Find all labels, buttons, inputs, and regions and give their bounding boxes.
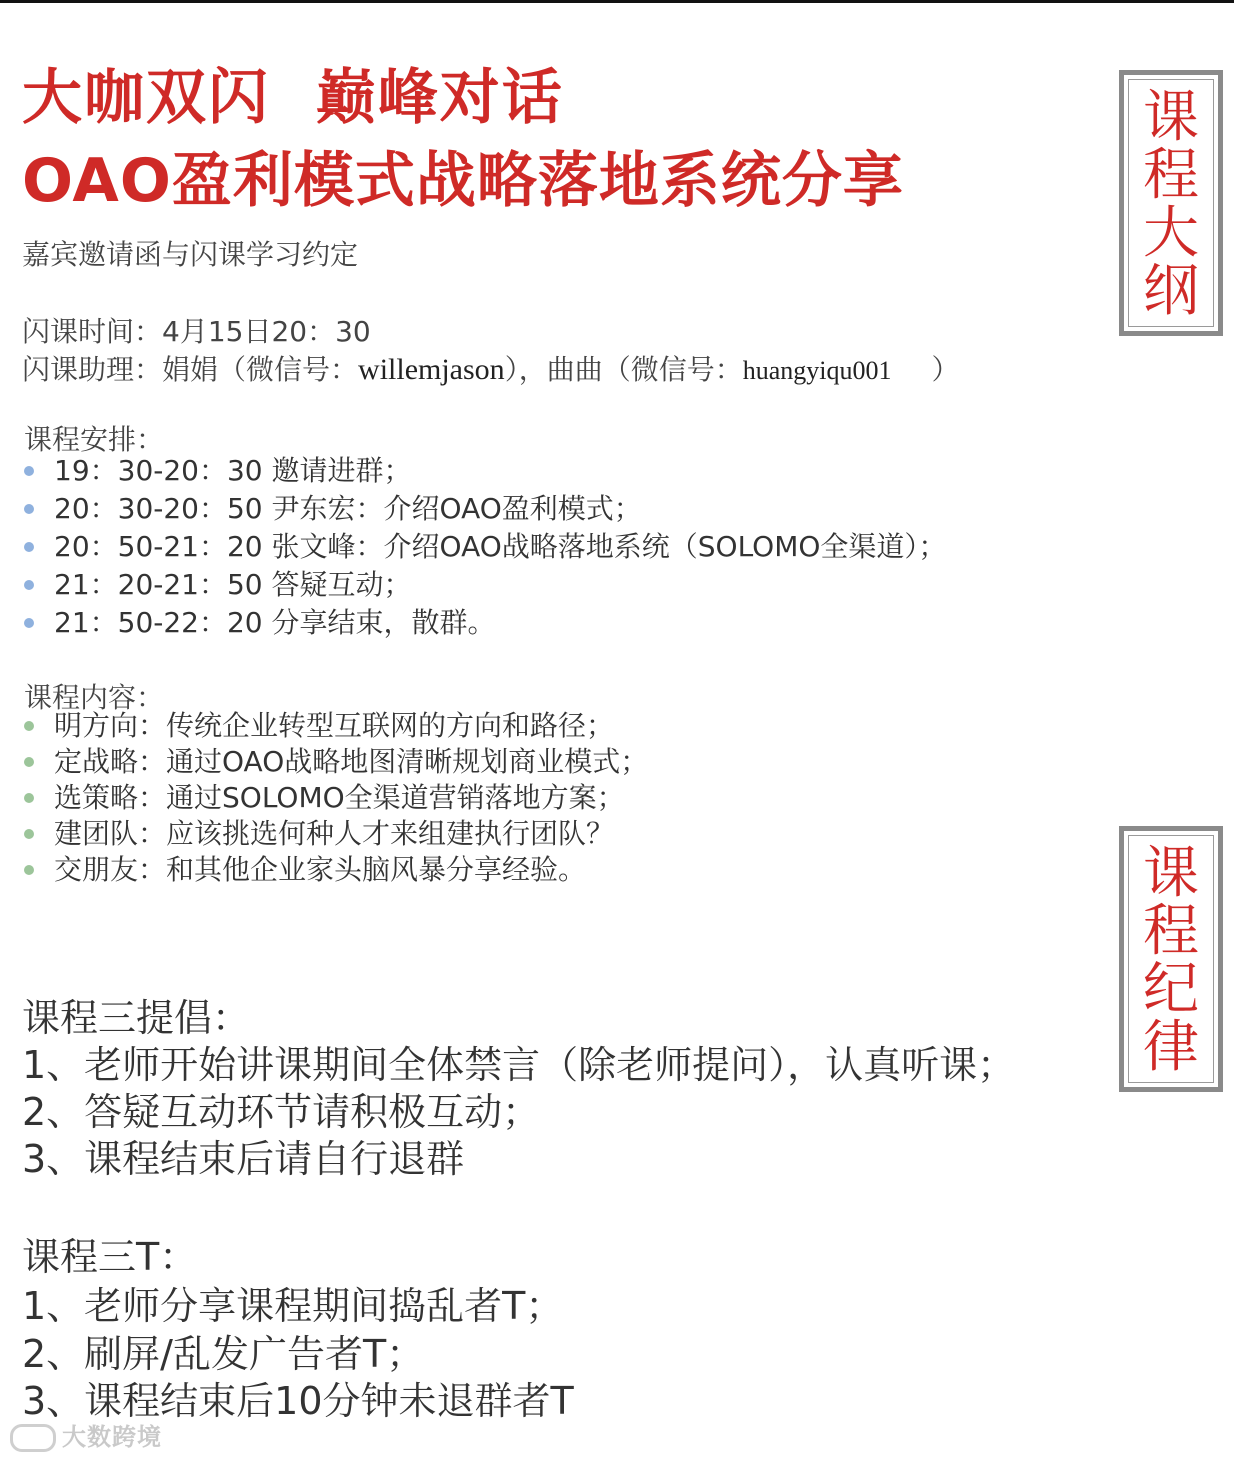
stamp-char: 纪 <box>1143 957 1199 1022</box>
wechat-id-2: huangyiqu001 <box>742 356 892 385</box>
list-item <box>22 490 946 528</box>
advocacy-item-2: 2、答疑互动环节请积极互动； <box>22 1090 541 1134</box>
bullet-icon <box>24 580 34 590</box>
subtitle: 嘉宾邀请函与闪课学习约定 <box>22 238 359 271</box>
stamp-char: 大 <box>1143 201 1199 266</box>
list-item <box>22 528 946 566</box>
list-item <box>22 708 648 744</box>
three-t-heading: 课程三T： <box>22 1235 198 1279</box>
content-text: 定战略：通过OAO战略地图清晰规划商业模式； <box>54 745 649 778</box>
bullet-icon <box>24 542 34 552</box>
list-item <box>22 452 946 490</box>
stamp-char: 纲 <box>1143 259 1199 324</box>
content-heading: 课程内容： <box>24 681 165 714</box>
class-time-label: 闪课时间： <box>22 315 163 348</box>
schedule-text: 21：50-22：20 分享结束，散群。 <box>54 606 496 639</box>
top-border <box>0 0 1234 3</box>
stamp-course-outline <box>1119 70 1223 336</box>
stamp-char: 律 <box>1143 1015 1199 1080</box>
content-text: 选策略：通过SOLOMO全渠道营销落地方案； <box>54 781 625 814</box>
three-t-item-3: 3、课程结束后10分钟未退群者T <box>22 1379 574 1423</box>
advocacy-item-3: 3、课程结束后请自行退群 <box>22 1137 465 1181</box>
three-t-item-1: 1、老师分享课程期间捣乱者T； <box>22 1284 564 1328</box>
schedule-text: 20：50-21：20 张文峰：介绍OAO战略落地系统（SOLOMO全渠道）； <box>54 530 947 563</box>
list-item <box>22 604 946 642</box>
stamp-char: 课 <box>1143 841 1199 906</box>
list-item <box>22 744 648 780</box>
list-item <box>22 780 648 816</box>
bullet-icon <box>24 721 34 731</box>
bullet-icon <box>24 793 34 803</box>
schedule-text: 21：20-21：50 答疑互动； <box>54 568 412 601</box>
advocacy-heading: 课程三提倡： <box>22 996 251 1040</box>
content-text: 交朋友：和其他企业家头脑风暴分享经验。 <box>54 853 587 886</box>
watermark-logo-icon <box>10 1424 56 1452</box>
bullet-icon <box>24 865 34 875</box>
class-time-value: 4月15日20：30 <box>162 315 371 348</box>
assistant-label: 闪课助理： <box>22 353 163 386</box>
schedule-list <box>22 452 946 642</box>
stamp-text <box>1124 85 1218 324</box>
schedule-text: 20：30-20：50 尹东宏：介绍OAO盈利模式； <box>54 492 642 525</box>
list-item <box>22 852 648 888</box>
assistant-separator: ），曲曲（微信号： <box>504 353 743 386</box>
stamp-course-discipline <box>1119 826 1223 1092</box>
stamp-char: 程 <box>1143 899 1199 964</box>
schedule-text: 19：30-20：30 邀请进群； <box>54 454 412 487</box>
stamp-char: 课 <box>1143 85 1199 150</box>
content-list <box>22 708 648 888</box>
title-line-2: OAO盈利模式战略落地系统分享 <box>22 146 904 216</box>
list-item <box>22 816 648 852</box>
bullet-icon <box>24 466 34 476</box>
assistant-name-1: 娟娟（微信号： <box>162 353 359 386</box>
bullet-icon <box>24 757 34 767</box>
bullet-icon <box>24 618 34 628</box>
watermark-text: 大数跨境 <box>62 1423 162 1451</box>
watermark <box>10 1417 162 1452</box>
class-assistant <box>22 348 959 388</box>
list-item <box>22 566 946 604</box>
content-text: 明方向：传统企业转型互联网的方向和路径； <box>54 709 615 742</box>
title-line-1: 大咖双闪 巅峰对话 <box>22 63 564 133</box>
bullet-icon <box>24 504 34 514</box>
three-t-item-2: 2、刷屏/乱发广告者T； <box>22 1332 425 1376</box>
advocacy-item-1: 1、老师开始讲课期间全体禁言（除老师提问），认真听课； <box>22 1043 1016 1087</box>
stamp-text <box>1124 841 1218 1080</box>
bullet-icon <box>24 829 34 839</box>
class-time <box>22 310 371 350</box>
content-text: 建团队：应该挑选何种人才来组建执行团队？ <box>54 817 615 850</box>
wechat-id-1: willemjason <box>358 353 505 386</box>
assistant-close: ） <box>931 353 960 386</box>
schedule-heading: 课程安排： <box>24 423 165 456</box>
stamp-char: 程 <box>1143 143 1199 208</box>
